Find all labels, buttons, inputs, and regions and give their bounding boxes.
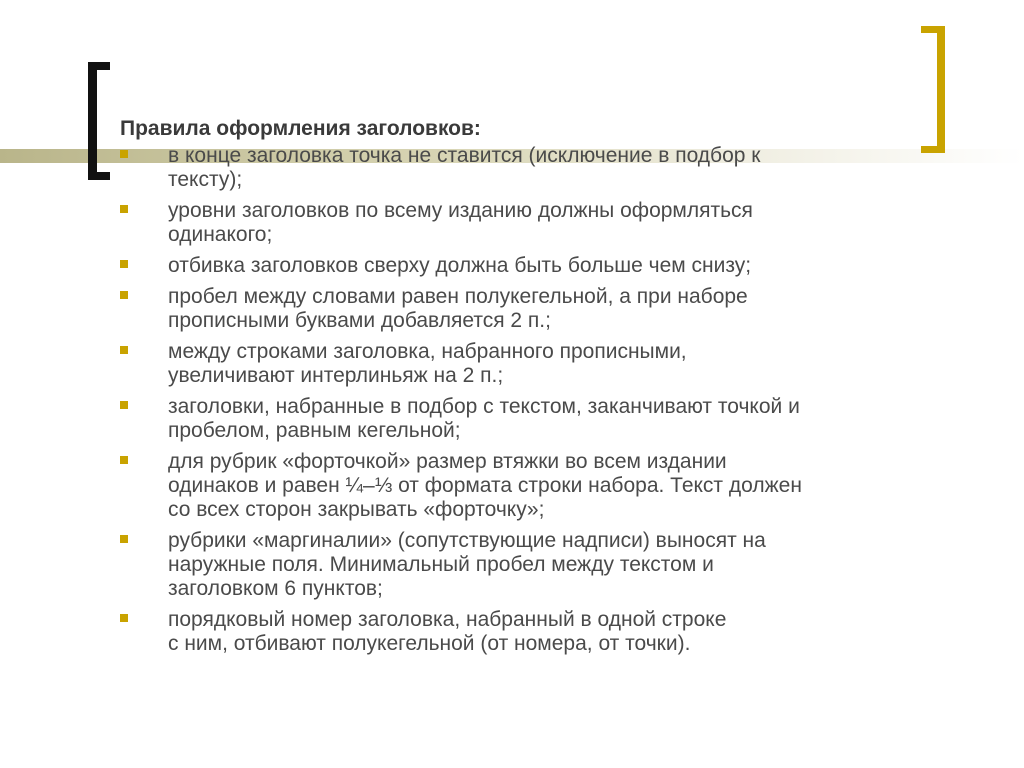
slide-title: Правила оформления заголовков: bbox=[120, 117, 481, 140]
list-item-text bbox=[168, 450, 950, 522]
left-bracket-decoration bbox=[88, 62, 110, 180]
list-item bbox=[120, 340, 950, 388]
square-bullet-icon bbox=[120, 291, 128, 299]
list-item-line: наружные поля. Минимальный пробел между текстом и bbox=[168, 553, 714, 576]
list-item-text bbox=[168, 529, 950, 601]
list-item-text bbox=[168, 254, 950, 278]
list-item-line: заголовки, набранные в подбор с текстом, заканчивают точкой и bbox=[168, 395, 800, 418]
list-item bbox=[120, 529, 950, 601]
square-bullet-icon bbox=[120, 205, 128, 213]
list-item-line: прописными буквами добавляется 2 п.; bbox=[168, 309, 551, 332]
list-item-line: тексту); bbox=[168, 168, 243, 191]
list-item bbox=[120, 450, 950, 522]
square-bullet-icon bbox=[120, 456, 128, 464]
list-item-line: со всех сторон закрывать «форточку»; bbox=[168, 498, 545, 521]
list-item-line: в конце заголовка точка не ставится (исключение в подбор к bbox=[168, 144, 761, 167]
list-item-line: между строками заголовка, набранного прописными, bbox=[168, 340, 687, 363]
list-item-line: заголовком 6 пунктов; bbox=[168, 577, 383, 600]
list-item-line: одинакого; bbox=[168, 223, 273, 246]
square-bullet-icon bbox=[120, 535, 128, 543]
square-bullet-icon bbox=[120, 260, 128, 268]
square-bullet-icon bbox=[120, 614, 128, 622]
list-item-line: пробел между словами равен полукегельной, а при наборе bbox=[168, 285, 748, 308]
list-item-text bbox=[168, 144, 950, 192]
square-bullet-icon bbox=[120, 401, 128, 409]
list-item-line: отбивка заголовков сверху должна быть больше чем снизу; bbox=[168, 254, 752, 277]
list-item bbox=[120, 199, 950, 247]
list-item-line: увеличивают интерлиньяж на 2 п.; bbox=[168, 364, 504, 387]
list-item-line: пробелом, равным кегельной; bbox=[168, 419, 461, 442]
list-item-line: с ним, отбивают полукегельной (от номера, от точки). bbox=[168, 632, 691, 655]
list-item-text bbox=[168, 608, 950, 656]
list-item-line: рубрики «маргиналии» (сопутствующие надписи) выносят на bbox=[168, 529, 766, 552]
list-item bbox=[120, 608, 950, 656]
list-item-text bbox=[168, 285, 950, 333]
list-item-line: одинаков и равен ¼–⅓ от формата строки набора. Текст должен bbox=[168, 474, 802, 497]
list-item-text bbox=[168, 395, 950, 443]
list-item bbox=[120, 395, 950, 443]
list-item-line: для рубрик «форточкой» размер втяжки во всем издании bbox=[168, 450, 727, 473]
list-item-line: порядковый номер заголовка, набранный в одной строке bbox=[168, 608, 727, 631]
bullet-list bbox=[120, 144, 950, 656]
list-item-text bbox=[168, 340, 950, 388]
square-bullet-icon bbox=[120, 346, 128, 354]
list-item bbox=[120, 144, 950, 192]
list-item-text bbox=[168, 199, 950, 247]
slide-content bbox=[120, 116, 950, 663]
list-item bbox=[120, 285, 950, 333]
list-item bbox=[120, 254, 950, 278]
list-item-line: уровни заголовков по всему изданию должны оформляться bbox=[168, 199, 753, 222]
square-bullet-icon bbox=[120, 150, 128, 158]
